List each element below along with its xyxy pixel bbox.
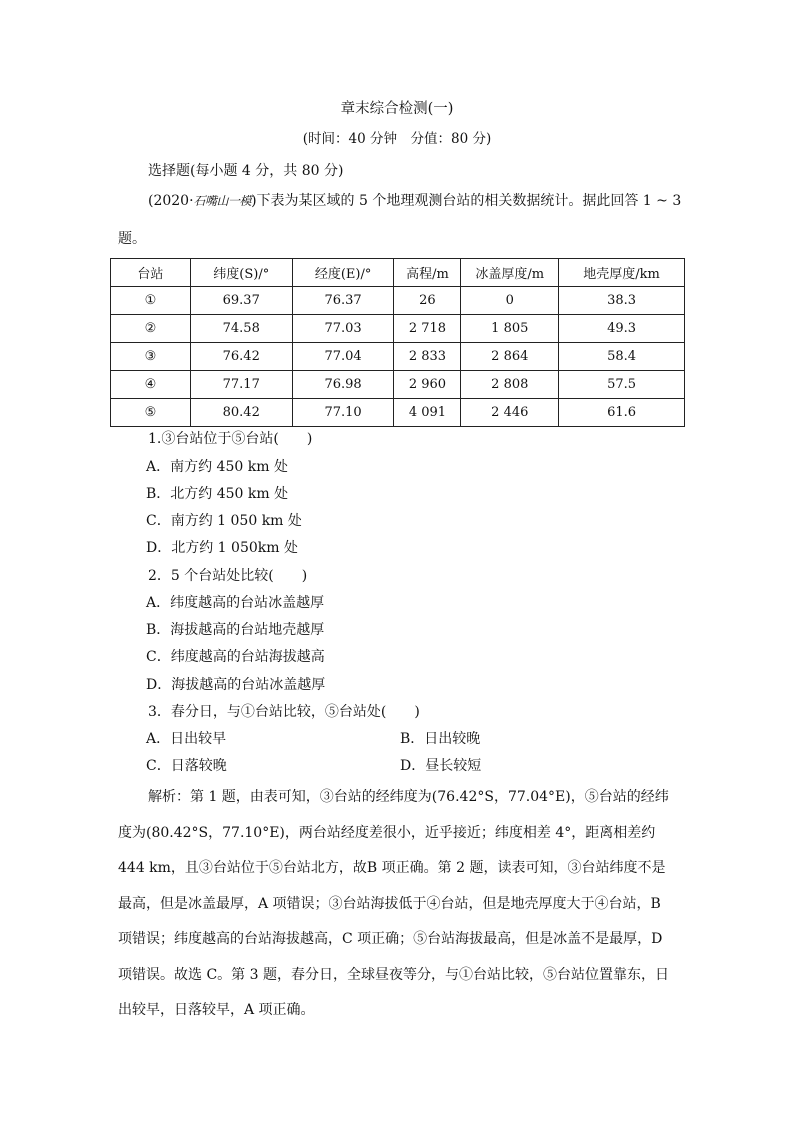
table-header-row <box>111 259 685 287</box>
table-cell: 38.3 <box>559 287 685 315</box>
table-cell: 2 864 <box>461 343 559 371</box>
table-cell: 77.04 <box>292 343 394 371</box>
table-cell: 77.10 <box>292 399 394 427</box>
station-data-table <box>110 258 685 427</box>
table-cell: 77.03 <box>292 315 394 343</box>
table-cell: 26 <box>394 287 461 315</box>
intro-suffix: )下表为某区域的 5 个地理观测台站的相关数据统计。据此回答 1 ~ 3 <box>251 193 682 209</box>
table-cell: 4 091 <box>394 399 461 427</box>
question-2-option-b: B．海拔越高的台站地壳越厚 <box>146 622 325 638</box>
header-latitude: 纬度(S)/° <box>190 259 292 287</box>
intro-paragraph <box>148 190 681 210</box>
header-crust-thickness: 地壳厚度/km <box>559 259 685 287</box>
table-cell: ④ <box>111 371 191 399</box>
page-title: 章末综合检测(一) <box>340 101 454 117</box>
intro-line-2: 题。 <box>118 231 146 247</box>
table-cell: 61.6 <box>559 399 685 427</box>
header-ice-thickness: 冰盖厚度/m <box>461 259 559 287</box>
question-1-option-b: B．北方约 450 km 处 <box>146 486 289 502</box>
table-cell: 2 960 <box>394 371 461 399</box>
table-cell: 76.98 <box>292 371 394 399</box>
table-cell: ⑤ <box>111 399 191 427</box>
header-station: 台站 <box>111 259 191 287</box>
table-row <box>111 315 685 343</box>
question-2-option-d: D．海拔越高的台站冰盖越厚 <box>146 677 326 693</box>
question-2-option-a: A．纬度越高的台站冰盖越厚 <box>146 595 325 611</box>
intro-prefix: (2020· <box>148 193 194 209</box>
page-subtitle: (时间：40 分钟 分值：80 分) <box>302 131 492 147</box>
table-row <box>111 399 685 427</box>
question-1-option-d: D．北方约 1 050km 处 <box>146 540 298 556</box>
table-cell: 1 805 <box>461 315 559 343</box>
table-cell: 49.3 <box>559 315 685 343</box>
question-3-option-c: C．日落较晚 <box>146 758 227 774</box>
table-cell: 80.42 <box>190 399 292 427</box>
table-row <box>111 287 685 315</box>
question-3-option-a: A．日出较早 <box>146 731 227 747</box>
table-cell: 57.5 <box>559 371 685 399</box>
source-stamp: 石嘴山一模 <box>193 194 252 208</box>
question-3-option-b: B．日出较晚 <box>400 731 481 747</box>
question-3-option-d: D．昼长较短 <box>400 758 482 774</box>
table-cell: 76.37 <box>292 287 394 315</box>
question-1-option-c: C．南方约 1 050 km 处 <box>146 513 302 529</box>
table-cell: ③ <box>111 343 191 371</box>
analysis-paragraph: 解析：第 1 题，由表可知，③台站的经纬度为(76.42°S，77.04°E)，⑤台站的经纬度为(80.42°S，77.10°E)，两台站经度差很小，近乎接近；纬度相差 4°，距离相差约 444 km，且③台站位于⑤台站北方，故B 项正确。第 2 题，读表可知，③台站纬度不是最高，但是冰盖最厚，A 项错误；③台站海拔低于④台站，但是地壳厚度大于④台站，B 项错误；纬度越高的台站海拔越高，C 项正确；⑤台站海拔最高，但是冰盖不是最厚，D 项错误。故选 C。第 3 题，春分日，全球昼夜等分，与①台站比较，⑤台站位置靠东，日出较早，日落较早，A 项正确。 <box>118 789 669 1018</box>
question-2-stem: 2．5 个台站处比较( ) <box>148 568 308 584</box>
table-row <box>111 343 685 371</box>
table-cell: 77.17 <box>190 371 292 399</box>
table-cell: 0 <box>461 287 559 315</box>
header-elevation: 高程/m <box>394 259 461 287</box>
question-3-stem: 3．春分日，与①台站比较，⑤台站处( ) <box>148 704 420 720</box>
question-1-option-a: A．南方约 450 km 处 <box>146 459 288 475</box>
table-cell: 58.4 <box>559 343 685 371</box>
table-cell: 69.37 <box>190 287 292 315</box>
table-cell: 2 808 <box>461 371 559 399</box>
table-cell: 76.42 <box>190 343 292 371</box>
header-longitude: 经度(E)/° <box>292 259 394 287</box>
table-cell: 2 833 <box>394 343 461 371</box>
section-heading: 选择题(每小题 4 分，共 80 分) <box>148 163 344 179</box>
table-cell: ① <box>111 287 191 315</box>
table-row <box>111 371 685 399</box>
question-2-option-c: C．纬度越高的台站海拔越高 <box>146 649 325 665</box>
question-1-stem: 1.③台站位于⑤台站( ) <box>148 431 313 447</box>
table-cell: 74.58 <box>190 315 292 343</box>
table-cell: 2 446 <box>461 399 559 427</box>
table-cell: ② <box>111 315 191 343</box>
table-cell: 2 718 <box>394 315 461 343</box>
